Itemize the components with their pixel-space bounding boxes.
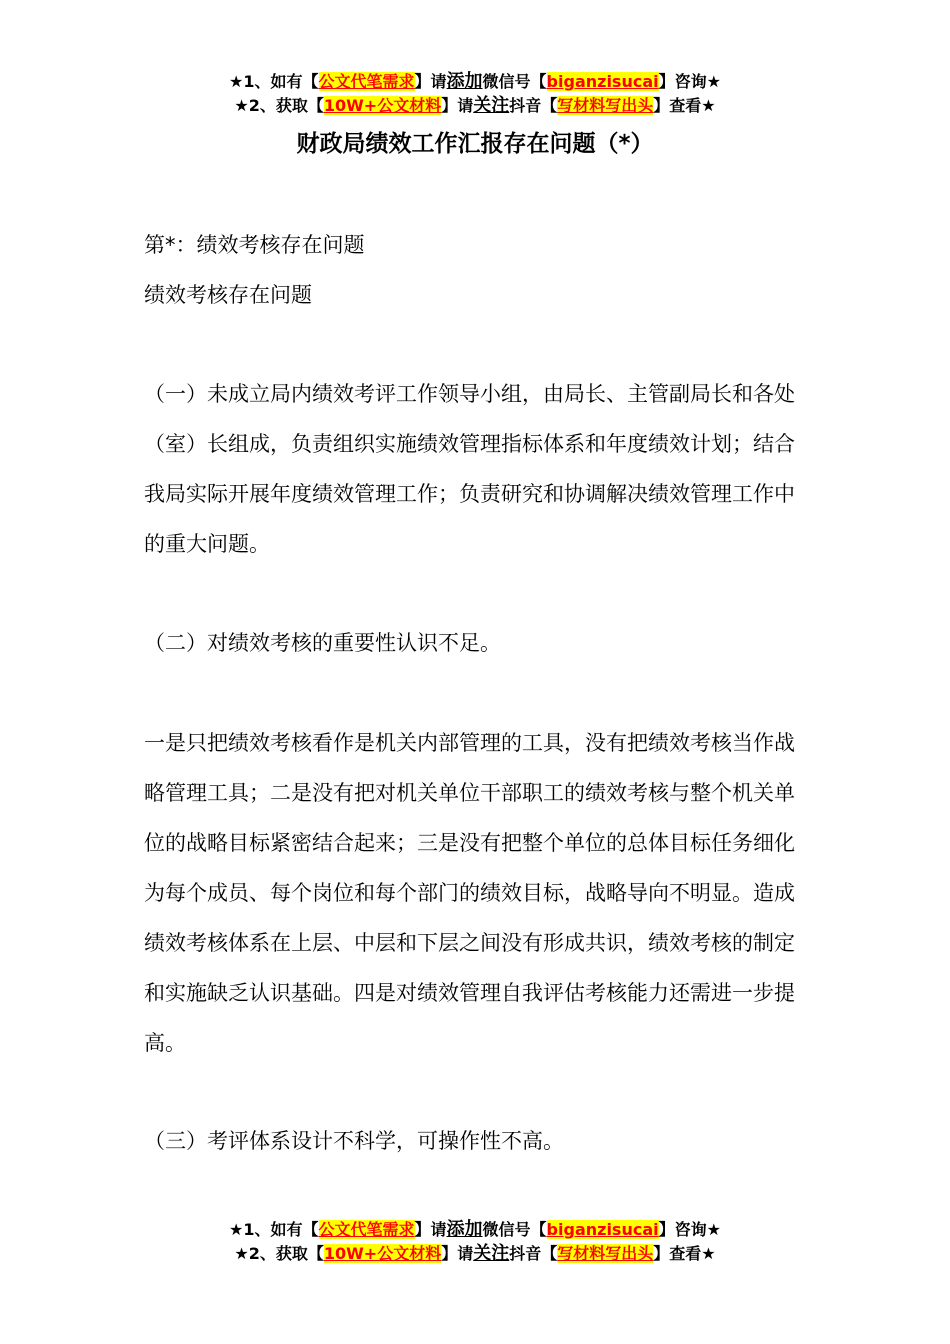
paragraph: （一）未成立局内绩效考评工作领导小组，由局长、主管副局长和各处（室）长组成，负责组织实施绩效管理指标体系和年度绩效计划；结合我局实际开展年度绩效管理工作；负责研究和协调解决绩效管理工作中的重大问题。 xyxy=(144,382,795,556)
banner-text: 】查看★ xyxy=(653,96,716,115)
banner-text: 微信号【 xyxy=(482,72,547,91)
banner-line-1 xyxy=(0,1218,950,1242)
banner-text: ★2、获取【 xyxy=(234,1244,324,1263)
banner-line-2 xyxy=(0,94,950,118)
banner-text: 】咨询★ xyxy=(658,72,721,91)
banner-text: 】请 xyxy=(441,96,474,115)
banner-emphasis: 关注 xyxy=(473,95,510,116)
document-title: 财政局绩效工作汇报存在问题（*） xyxy=(296,131,654,157)
banner-emphasis: 关注 xyxy=(473,1243,510,1264)
footer-banner xyxy=(0,1218,950,1266)
paragraph: 一是只把绩效考核看作是机关内部管理的工具，没有把绩效考核当作战略管理工具；二是没有把对机关单位干部职工的绩效考核与整个机关单位的战略目标紧密结合起来；三是没有把整个单位的总体目标任务细化为每个成员、每个岗位和每个部门的绩效目标，战略导向不明显。造成绩效考核体系在上层、中层和下层之间没有形成共识，绩效考核的制定和实施缺乏认识基础。四是对绩效管理自我评估考核能力还需进一步提高。 xyxy=(144,731,795,1055)
banner-text: ★1、如有【 xyxy=(229,1220,319,1239)
paragraph: 绩效考核存在问题 xyxy=(144,283,312,307)
banner-emphasis: 添加 xyxy=(446,1219,483,1240)
banner-text: 】请 xyxy=(414,1220,447,1239)
banner-text: 】查看★ xyxy=(653,1244,716,1263)
banner-highlight: 公文代笔需求 xyxy=(318,1220,415,1239)
banner-line-2 xyxy=(0,1242,950,1266)
banner-highlight: 公文代笔需求 xyxy=(318,72,415,91)
banner-text: 抖音【 xyxy=(509,96,558,115)
banner-highlight: biganzisucai xyxy=(546,1220,659,1239)
banner-highlight: 10W+公文材料 xyxy=(323,96,442,115)
banner-highlight: 10W+公文材料 xyxy=(323,1244,442,1263)
banner-highlight: 写材料写出头 xyxy=(557,1244,654,1263)
paragraph: （三）考评体系设计不科学，可操作性不高。 xyxy=(144,1129,564,1153)
banner-highlight: biganzisucai xyxy=(546,72,659,91)
header-banner xyxy=(0,70,950,118)
banner-text: 】咨询★ xyxy=(658,1220,721,1239)
paragraph: （二）对绩效考核的重要性认识不足。 xyxy=(144,631,501,655)
banner-text: 】请 xyxy=(414,72,447,91)
banner-text: ★1、如有【 xyxy=(229,72,319,91)
banner-text: ★2、获取【 xyxy=(234,96,324,115)
banner-emphasis: 添加 xyxy=(446,71,483,92)
banner-text: 】请 xyxy=(441,1244,474,1263)
banner-highlight: 写材料写出头 xyxy=(557,96,654,115)
paragraph: 第*：绩效考核存在问题 xyxy=(144,233,365,257)
banner-line-1 xyxy=(0,70,950,94)
banner-text: 抖音【 xyxy=(509,1244,558,1263)
banner-text: 微信号【 xyxy=(482,1220,547,1239)
